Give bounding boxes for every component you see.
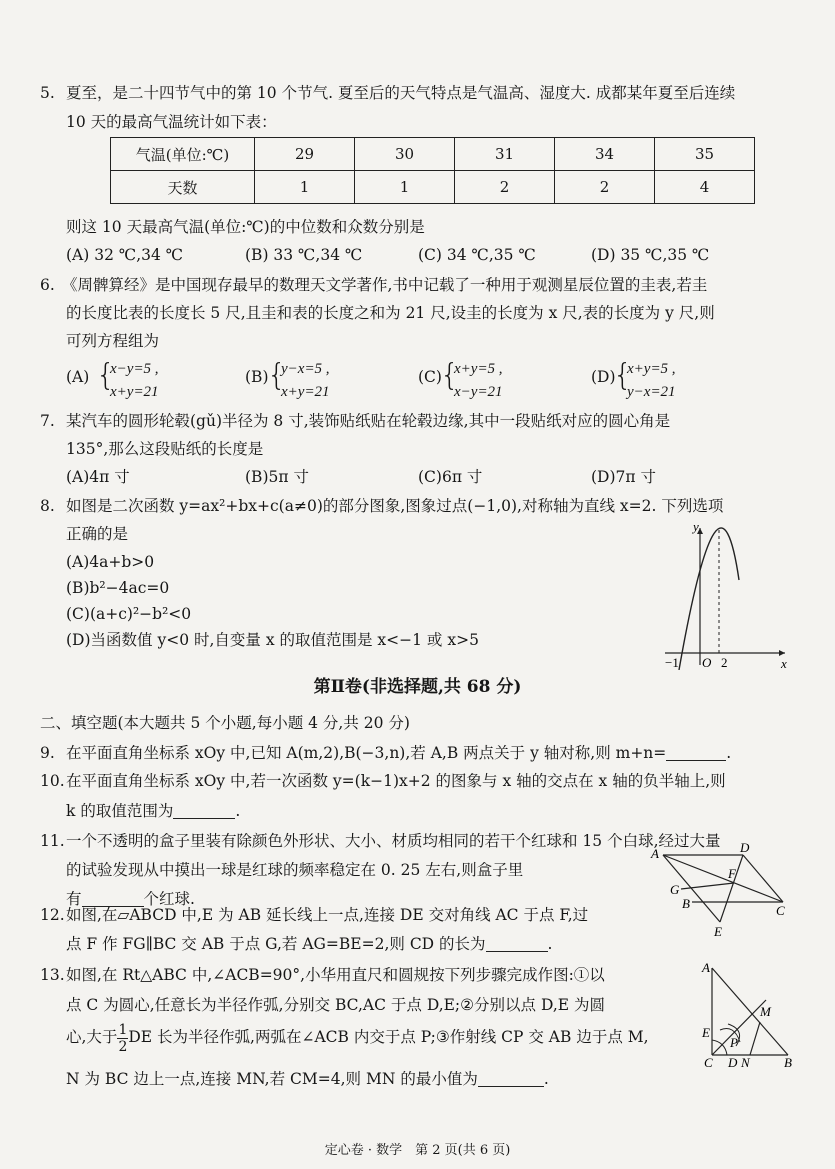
label-p: P bbox=[730, 1035, 738, 1050]
table-cell: 1 bbox=[355, 171, 455, 204]
q10-text: k 的取值范围为 bbox=[66, 802, 174, 820]
answer-blank bbox=[478, 1071, 544, 1088]
temperature-table bbox=[110, 137, 755, 204]
table-cell: 29 bbox=[255, 138, 355, 171]
q12-line2 bbox=[66, 929, 552, 959]
label-a: A bbox=[702, 960, 710, 975]
q5-question: 则这 10 天最高气温(单位:℃)的中位数和众数分别是 bbox=[66, 218, 425, 236]
equation-2: x+y=21 bbox=[110, 384, 159, 400]
option-label: (D) bbox=[591, 368, 616, 386]
q5-option-a: (A) 32 ℃,34 ℃ bbox=[66, 246, 184, 264]
q13-text-a: 心,大于 bbox=[66, 1028, 118, 1046]
q6-line2: 的长度比表的长度长 5 尺,且圭和表的长度之和为 21 尺,设圭的长度为 x 尺,表的长度为 y 尺,则 bbox=[66, 304, 715, 322]
table-cell: 1 bbox=[255, 171, 355, 204]
q5-option-b: (B) 33 ℃,34 ℃ bbox=[245, 246, 363, 264]
table-row bbox=[111, 171, 755, 204]
table-cell: 34 bbox=[555, 138, 655, 171]
q8-option-c: (C)(a+c)²−b²<0 bbox=[66, 605, 192, 623]
table-cell: 30 bbox=[355, 138, 455, 171]
q13-number: 13. bbox=[40, 966, 65, 984]
q13-line4 bbox=[66, 1064, 549, 1094]
q6-line1: 《周髀算经》是中国现存最早的数理天文学著作,书中记载了一种用于观测星辰位置的圭表,若圭 bbox=[62, 276, 708, 294]
q10-line2 bbox=[66, 796, 240, 826]
label-d: D bbox=[728, 1055, 738, 1070]
table-cell: 31 bbox=[455, 138, 555, 171]
q5-line1: 夏至，是二十四节气中的第 10 个节气. 夏至后的天气特点是气温高、湿度大. 成都某年夏至后连续 bbox=[66, 84, 736, 102]
q11-line1: 一个不透明的盒子里装有除颜色外形状、大小、材质均相同的若干个红球和 15 个白球,经过大量 bbox=[66, 832, 721, 850]
option-label: (B) bbox=[245, 368, 269, 386]
q8-option-d: (D)当函数值 y<0 时,自变量 x 的取值范围是 x<−1 或 x>5 bbox=[66, 631, 479, 649]
graph-two-label: 2 bbox=[721, 655, 728, 670]
q7-option-a: (A)4π 寸 bbox=[66, 468, 130, 486]
parabola-graph bbox=[655, 520, 795, 670]
label-g: G bbox=[670, 882, 680, 897]
q11-number: 11. bbox=[40, 832, 65, 850]
table-cell: 2 bbox=[555, 171, 655, 204]
label-a: A bbox=[651, 846, 659, 861]
equation-2: x+y=21 bbox=[281, 384, 330, 400]
label-e: E bbox=[702, 1025, 710, 1040]
label-n: N bbox=[741, 1055, 750, 1070]
label-d: D bbox=[740, 840, 750, 855]
table-cell: 35 bbox=[655, 138, 755, 171]
option-label: (A) bbox=[66, 368, 90, 386]
q11-line2: 的试验发现从中摸出一球是红球的频率稳定在 0. 25 左右,则盒子里 bbox=[66, 861, 524, 879]
q7-option-d: (D)7π 寸 bbox=[591, 468, 656, 486]
q8-option-b: (B)b²−4ac=0 bbox=[66, 579, 170, 597]
q13-line1: 如图,在 Rt△ABC 中,∠ACB=90°,小华用直尺和圆规按下列步骤完成作图:①以 bbox=[66, 966, 605, 984]
option-label: (C) bbox=[418, 368, 442, 386]
q12-number: 12. bbox=[40, 906, 65, 924]
equation-2: y−x=21 bbox=[627, 384, 676, 400]
q12-line1: 如图,在▱ABCD 中,E 为 AB 延长线上一点,连接 DE 交对角线 AC 于点 F,过 bbox=[66, 906, 589, 924]
q13-text: N 为 BC 边上一点,连接 MN,若 CM=4,则 MN 的最小值为 bbox=[66, 1070, 478, 1088]
label-b: B bbox=[784, 1055, 792, 1070]
graph-origin-label: O bbox=[702, 655, 712, 670]
label-f: F bbox=[728, 866, 736, 881]
q6-line3: 可列方程组为 bbox=[66, 332, 160, 350]
q5-option-c: (C) 34 ℃,35 ℃ bbox=[418, 246, 536, 264]
q7-number: 7. bbox=[40, 412, 55, 430]
label-c: C bbox=[704, 1055, 713, 1070]
q13-text-b: DE 长为半径作弧,两弧在∠ACB 内交于点 P;③作射线 CP 交 AB 边于点 M, bbox=[128, 1028, 649, 1046]
label-m: M bbox=[760, 1004, 771, 1019]
q7-line1: 某汽车的圆形轮毂(gǔ)半径为 8 寸,装饰贴纸贴在轮毂边缘,其中一段贴纸对应的圆心角是 bbox=[66, 412, 671, 430]
section2-heading: 二、填空题(本大题共 5 个小题,每小题 4 分,共 20 分) bbox=[40, 714, 410, 732]
right-triangle-figure bbox=[700, 958, 810, 1070]
table-cell: 2 bbox=[455, 171, 555, 204]
q12-end: . bbox=[547, 935, 553, 953]
q10-number: 10. bbox=[40, 772, 65, 790]
equation-1: x+y=5 , bbox=[454, 361, 503, 377]
graph-neg1-label: −1 bbox=[665, 655, 679, 670]
label-b: B bbox=[682, 896, 690, 911]
fraction-denominator: 2 bbox=[118, 1038, 128, 1055]
q9-line bbox=[66, 738, 731, 768]
answer-blank bbox=[173, 803, 235, 820]
q13-end: . bbox=[543, 1070, 549, 1088]
part2-title: 第Ⅱ卷(非选择题,共 68 分) bbox=[313, 677, 522, 697]
q9-end: . bbox=[726, 744, 732, 762]
q9-text: 在平面直角坐标系 xOy 中,已知 A(m,2),B(−3,n),若 A,B 两点关于 y 轴对称,则 m+n= bbox=[66, 744, 667, 762]
fraction-half bbox=[117, 1022, 128, 1055]
table-header-days: 天数 bbox=[111, 171, 255, 204]
answer-blank bbox=[666, 745, 726, 762]
q5-line2: 10 天的最高气温统计如下表： bbox=[66, 113, 277, 131]
equation-1: y−x=5 , bbox=[281, 361, 330, 377]
q9-number: 9. bbox=[40, 744, 55, 762]
q5-option-d: (D) 35 ℃,35 ℃ bbox=[591, 246, 710, 264]
table-header-temp: 气温(单位:℃) bbox=[111, 138, 255, 171]
q7-line2: 135°,那么这段贴纸的长度是 bbox=[66, 440, 264, 458]
equation-2: x−y=21 bbox=[454, 384, 503, 400]
q10-line1: 在平面直角坐标系 xOy 中,若一次函数 y=(k−1)x+2 的图象与 x 轴的交点在 x 轴的负半轴上,则 bbox=[66, 772, 726, 790]
q7-option-b: (B)5π 寸 bbox=[245, 468, 309, 486]
q8-line2: 正确的是 bbox=[66, 525, 129, 543]
graph-y-label: y bbox=[693, 520, 699, 534]
answer-blank bbox=[486, 936, 548, 953]
q11-text-b: 个红球. bbox=[143, 890, 195, 908]
q11-text-a: 有 bbox=[66, 890, 82, 908]
label-e: E bbox=[714, 924, 722, 939]
table-row bbox=[111, 138, 755, 171]
table-cell: 4 bbox=[655, 171, 755, 204]
parallelogram-figure bbox=[648, 840, 798, 940]
graph-x-label: x bbox=[781, 656, 787, 670]
q8-line1: 如图是二次函数 y=ax²+bx+c(a≠0)的部分图象,图象过点(−1,0),对称轴为直线 x=2. 下列选项 bbox=[66, 497, 724, 515]
q10-end: . bbox=[235, 802, 241, 820]
q7-option-c: (C)6π 寸 bbox=[418, 468, 483, 486]
fraction-numerator: 1 bbox=[118, 1021, 128, 1038]
q13-line3 bbox=[66, 1019, 649, 1055]
q12-text: 点 F 作 FG∥BC 交 AB 于点 G,若 AG=BE=2,则 CD 的长为 bbox=[66, 935, 486, 953]
q5-number: 5. bbox=[40, 84, 55, 102]
equation-1: x−y=5 , bbox=[110, 361, 159, 377]
equation-1: x+y=5 , bbox=[627, 361, 676, 377]
q13-line2: 点 C 为圆心,任意长为半径作弧,分别交 BC,AC 于点 D,E;②分别以点 D,E 为圆 bbox=[66, 996, 606, 1014]
page-footer: 定心卷 · 数学 第 2 页(共 6 页) bbox=[324, 1143, 511, 1158]
q8-option-a: (A)4a+b>0 bbox=[66, 553, 155, 571]
q6-number: 6. bbox=[40, 276, 55, 294]
label-c: C bbox=[776, 903, 785, 918]
q8-number: 8. bbox=[40, 497, 55, 515]
